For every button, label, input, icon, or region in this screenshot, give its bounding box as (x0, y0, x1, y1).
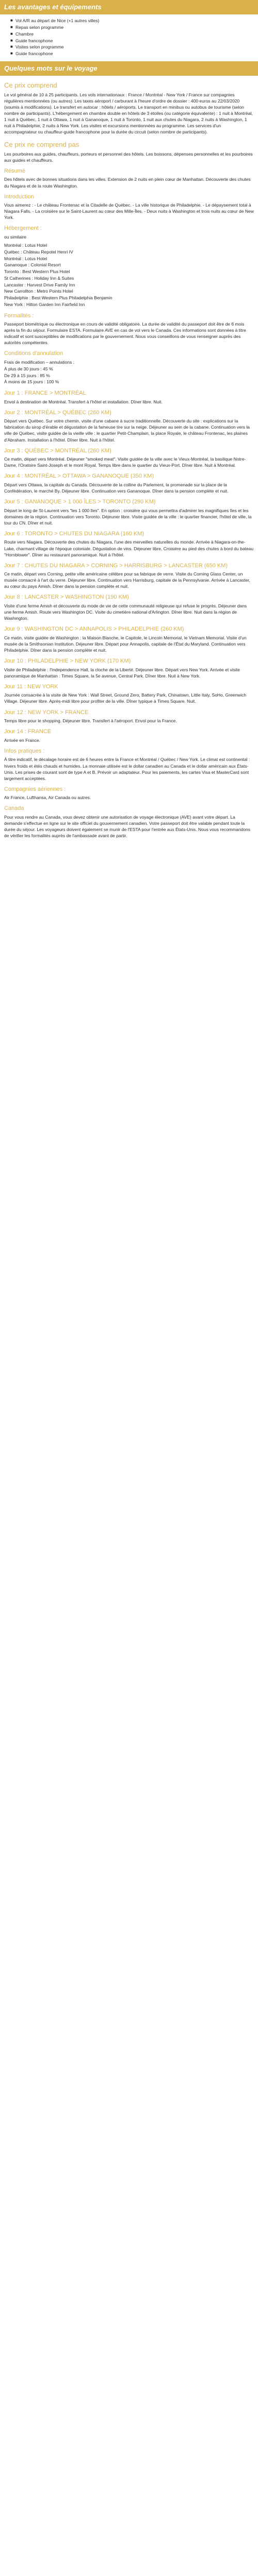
trip-words-heading: Quelques mots sur le voyage (0, 61, 258, 76)
lodging-item: New York : Hilton Garden Inn Fairfield Inn (4, 301, 85, 307)
day-title: Jour 14 : FRANCE (4, 728, 52, 735)
day-text: Temps libre pour le shopping. Déjeuner libre. Transfert à l'aéroport. Envol pour la France. (4, 718, 177, 724)
day-section (4, 530, 254, 558)
day-section (4, 625, 254, 653)
day-title: Jour 5 : GANANOQUE > 1 000 ÎLES > TORONTO (290 KM) (4, 499, 156, 505)
bullet-icon: ■ (10, 38, 13, 43)
day-title: Jour 3 : QUÉBEC > MONTRÉAL (260 KM) (4, 447, 111, 454)
price-excluded-title: Ce prix ne comprend pas (4, 141, 79, 149)
airlines-title: Compagnies aériennes : (4, 786, 66, 792)
day-title: Jour 12 : NEW YORK > FRANCE (4, 709, 89, 716)
intro-text: Vous aimerez : - Le château Frontenac et la Citadelle de Québec. - La ville historique de Philadelphie. - Le dépaysement total à Niagara Falls. - La croisière sur le Saint-Laurent au cœur des Mille-Îles. - Deux nuits à Washington et trois nuits au cœur de New York. (4, 202, 254, 221)
day-text: Visite d'une ferme Amish et découverte du mode de vie de cette communauté religieuse qui refuse le progrès. Déjeuner dans une ferme Amish. Route vers Washington DC. Visite du cimetière national d'Arlington. Dîner libre. Nuit dans la région de Washington. (4, 603, 247, 621)
day-section (4, 709, 254, 724)
practical-title: Infos pratiques : (4, 748, 45, 754)
day-text: Journée consacrée à la visite de New York : Wall Street, Ground Zero, Battery Park, Chinatown, Little Italy, SoHo, Greenwich Village. Déjeuner libre. Après-midi libre pour profiter de la ville. Dîner typique à Times Square. Nuit. (4, 692, 247, 704)
advantage-item: ■ Repas selon programme (10, 25, 64, 30)
day-title: Jour 10 : PHILADELPHIE > NEW YORK (170 KM) (4, 658, 131, 665)
day-title: Jour 2 : MONTRÉAL > QUÉBEC (260 KM) (4, 409, 111, 416)
day-text: Envol à destination de Montréal. Transfert à l'hôtel et installation. Dîner libre. Nuit. (4, 399, 163, 404)
trip-details (0, 81, 258, 861)
lodging-item: St Catherines : Holiday Inn & Suites (4, 275, 74, 281)
intro-title: Introduction (4, 193, 34, 200)
condition-item: À plus de 30 jours : 45 % (4, 366, 53, 371)
advantage-item: ■ Chambre (10, 31, 34, 37)
advantage-item: ■ Visites selon programme (10, 44, 64, 50)
day-text: Ce matin, visite guidée de Washington : la Maison Blanche, le Capitole, le Lincoln Memorial, le Vietnam Memorial. Visite d'un musée de la Smithsonian Institution. Déjeuner libre. Départ pour Annapolis, capitale de l'État du Maryland. Continuation vers Philadelphie. Dîner dans la pension complète et nuit. (4, 635, 247, 653)
day-section (4, 657, 254, 679)
advantage-item: ■ Guide francophone (10, 38, 53, 43)
day-section (4, 472, 254, 494)
condition-item: Frais de modification – annulations : (4, 360, 75, 365)
canada-title: Canada (4, 805, 24, 812)
lodging-item: Toronto : Best Western Plus Hotel (4, 269, 70, 275)
lodging-item: Lancaster : Harvest Drive Family Inn (4, 282, 75, 287)
day-title: Jour 7 : CHUTES DU NIAGARA > CORNING > HARRISBURG > LANCASTER (650 KM) (4, 562, 228, 569)
advantage-item: ■ Guide francophone (10, 51, 53, 57)
day-section (4, 728, 254, 743)
day-section (4, 389, 254, 405)
advantages-list (0, 18, 258, 57)
formalities-text: Passeport biométrique ou électronique en cours de validité obligatoire. La durée de validité du passeport doit être de 6 mois après la fin du séjour. Formulaire ESTA. Formulaire AVE en cas de vol vers le Canada. Ces informations sont données à titre indicatif et sont susceptibles de modifications par le gouvernement. Nous vous conseillons de vous renseigner auprès des autorités compétentes. (4, 321, 246, 346)
canada-text: Pour vous rendre au Canada, vous devez obtenir une autorisation de voyage électronique (AVE) avant votre départ. La demande s'effectue en ligne sur le site officiel du gouvernement canadien. Votre passeport doit être valable pendant toute la durée du séjour. Les voyageurs doivent également se munir de l'ESTA pour l'entrée aux États-Unis. Nous vous recommandons de vérifier les formalités auprès de l'ambassade avant de partir. (4, 814, 250, 839)
lodging-list (4, 242, 254, 308)
lodging-item: Gananoque : Colonial Resort (4, 262, 61, 268)
bullet-icon: ■ (10, 51, 13, 56)
conditions-list (4, 359, 254, 385)
bullet-icon: ■ (10, 18, 13, 23)
advantage-item: ■ Vol A/R au départ de Nice (+1 autres villes) (10, 18, 100, 24)
day-text: Départ vers Québec. Sur votre chemin, visite d'une cabane à sucre traditionnelle. Découverte du site : explications sur la fabrication du sirop d'érable et dégustation de la fameuse tire sur la neige. Déjeuner au sein de la cabane. Continuation vers la ville de Québec, visite guidée de la vieille ville : le quartier Petit-Champlain, la place Royale, le château Frontenac, les plaines d'Abraham. Installation à l'hôtel. Dîner libre. Nuit à l'hôtel. (4, 418, 250, 443)
page (0, 0, 258, 861)
lodging-item: Philadelphie : Best Western Plus Philadelphia Benjamin (4, 295, 112, 301)
lodging-item: Québec : Château Repotel Henri IV (4, 249, 73, 255)
summary-text: Des hôtels avec de bonnes situations dans les villes. Extension de 2 nuits en plein cœur de Manhattan. Découverte des chutes du Niagara et de la route Washington. (4, 177, 251, 189)
price-excluded-text: Les pourboires aux guides, chauffeurs, porteurs et personnel des hôtels. Les boissons, dépenses personnelles et les pourboires aux guides et chauffeurs. (4, 151, 253, 163)
conditions-title: Conditions d'annulation (4, 350, 63, 357)
advantages-heading: Les avantages et équipements (0, 0, 258, 14)
formalities-title: Formalités : (4, 312, 34, 319)
day-text: Ce matin, départ vers Corning, petite ville américaine célèbre pour sa fabrique de verre. Visite du Corning Glass Center, un musée consacré à l'art du verre. Déjeuner libre. Continuation vers Harrisburg, capitale de la Pennsylvanie. Arrivée à Lancaster, au cœur du pays Amish. Dîner dans la pension complète et nuit. (4, 571, 250, 589)
lodging-text: ou similaire (4, 234, 26, 240)
day-title: Jour 8 : LANCASTER > WASHINGTON (190 KM) (4, 594, 129, 601)
day-title: Jour 1 : FRANCE > MONTRÉAL (4, 390, 86, 397)
practical-text: À titre indicatif, le décalage horaire est de 6 heures entre la France et Montréal / Québec / New York. Le climat est continental : hivers froids et étés chauds et humides. La monnaie utilisée est le dollar canadien au Canada et le dollar américain aux États-Unis. Les prises de courant sont de type A et B. Prévoir un adaptateur. Pour les paiements, les cartes Visa et MasterCard sont largement acceptées. (4, 757, 250, 781)
day-text: Route vers Niagara. Découverte des chutes du Niagara, l'une des merveilles naturelles du monde. Arrivée à Niagara-on-the-Lake, charmant village de l'époque coloniale. Dégustation de vins. Déjeuner libre. Croisière au pied des chutes à bord du bateau "Hornblower". Dîner au restaurant panoramique. Nuit à l'hôtel. (4, 539, 254, 557)
condition-item: À moins de 15 jours : 100 % (4, 379, 59, 385)
day-title: Jour 9 : WASHINGTON DC > ANNAPOLIS > PHILADELPHIE (260 KM) (4, 626, 184, 633)
day-title: Jour 4 : MONTRÉAL > OTTAWA > GANANOQUE (350 KM) (4, 473, 154, 480)
price-included-title: Ce prix comprend (4, 81, 57, 90)
airlines-text: Air France, Lufthansa, Air Canada ou autres. (4, 795, 91, 801)
bullet-icon: ■ (10, 25, 13, 30)
condition-item: De 29 à 15 jours : 85 % (4, 372, 50, 378)
summary-title: Résumé (4, 167, 25, 174)
day-title: Jour 6 : TORONTO > CHUTES DU NIAGARA (160 KM) (4, 530, 144, 537)
day-text: Visite de Philadelphie : l'Independence Hall, la cloche de la Liberté. Déjeuner libre. Départ vers New York. Arrivée et visite panoramique de Manhattan : Times Square, la 5e avenue, Central Park. Dîner libre. Nuit à New York. (4, 667, 240, 679)
day-section (4, 498, 254, 526)
day-title: Jour 11 : NEW YORK (4, 683, 58, 690)
lodging-item: Montréal : Lotus Hotel (4, 256, 47, 261)
lodging-item: Montréal : Lotus Hotel (4, 243, 47, 248)
price-included-text: Le vol général de 10 à 25 participants. Les vols internationaux : France / Montréal - New York / France sur compagnies régulières mentionnées (ou autres). Les taxes aéroport / carburant à l'heure d'ordre de dossier : 400 euros au 22/03/2020 (soumis à modifications). Le transfert en autocar : hôtels / aéroports. Le transport en minibus ou autobus de tourisme (selon nombre de participants). L'hébergement en chambre double en hôtels de 3 étoiles (ou catégorie équivalente) : 1 nuit à Montréal, 1 nuit à Québec, 1 nuit à Ottawa, 1 nuit à Gananoque, 1 nuit à Toronto, 1 nuit aux chutes du Niagara, 2 nuits à Washington, 1 nuit à Philadelphie, 2 nuits à New York. Les visites et excursions mentionnées au programme. Les services d'un accompagnateur ou chauffeur-guide francophone pour la durée du circuit (selon nombre de participants). (4, 92, 253, 135)
day-text: Arrivée en France. (4, 737, 40, 743)
day-section (4, 594, 254, 621)
lodging-title: Hébergement : (4, 225, 42, 232)
bullet-icon: ■ (10, 31, 13, 36)
day-text: Départ vers Ottawa, la capitale du Canada. Découverte de la colline du Parlement, la promenade sur la place de la Confédération, le marché By. Déjeuner libre. Continuation vers Gananoque. Dîner dans la pension complète et nuit. (4, 482, 229, 494)
day-section (4, 447, 254, 469)
day-section (4, 409, 254, 443)
bottom-spacer (4, 841, 254, 861)
day-section (4, 562, 254, 590)
day-text: Départ le long de St-Laurent vers "les 1 000 îles". En option : croisière qui vous permettra d'admirer les magnifiques îles et les domaines de la région. Continuation vers Toronto. Déjeuner libre. Visite guidée de la ville : le quartier financier, l'hôtel de ville, la tour du CN. Dîner et nuit. (4, 507, 252, 526)
day-section (4, 683, 254, 705)
bullet-icon: ■ (10, 44, 13, 49)
lodging-item: New Carrollton : Metro Points Hotel (4, 289, 73, 294)
day-text: Ce matin, départ vers Montréal. Déjeuner "smoked meat". Visite guidée de la ville avec le Vieux-Montréal, la basilique Notre-Dame, l'Oratoire Saint-Joseph et le mont Royal. Temps libre dans le quartier du Vieux-Port. Dîner libre. Nuit à Montréal. (4, 456, 246, 468)
